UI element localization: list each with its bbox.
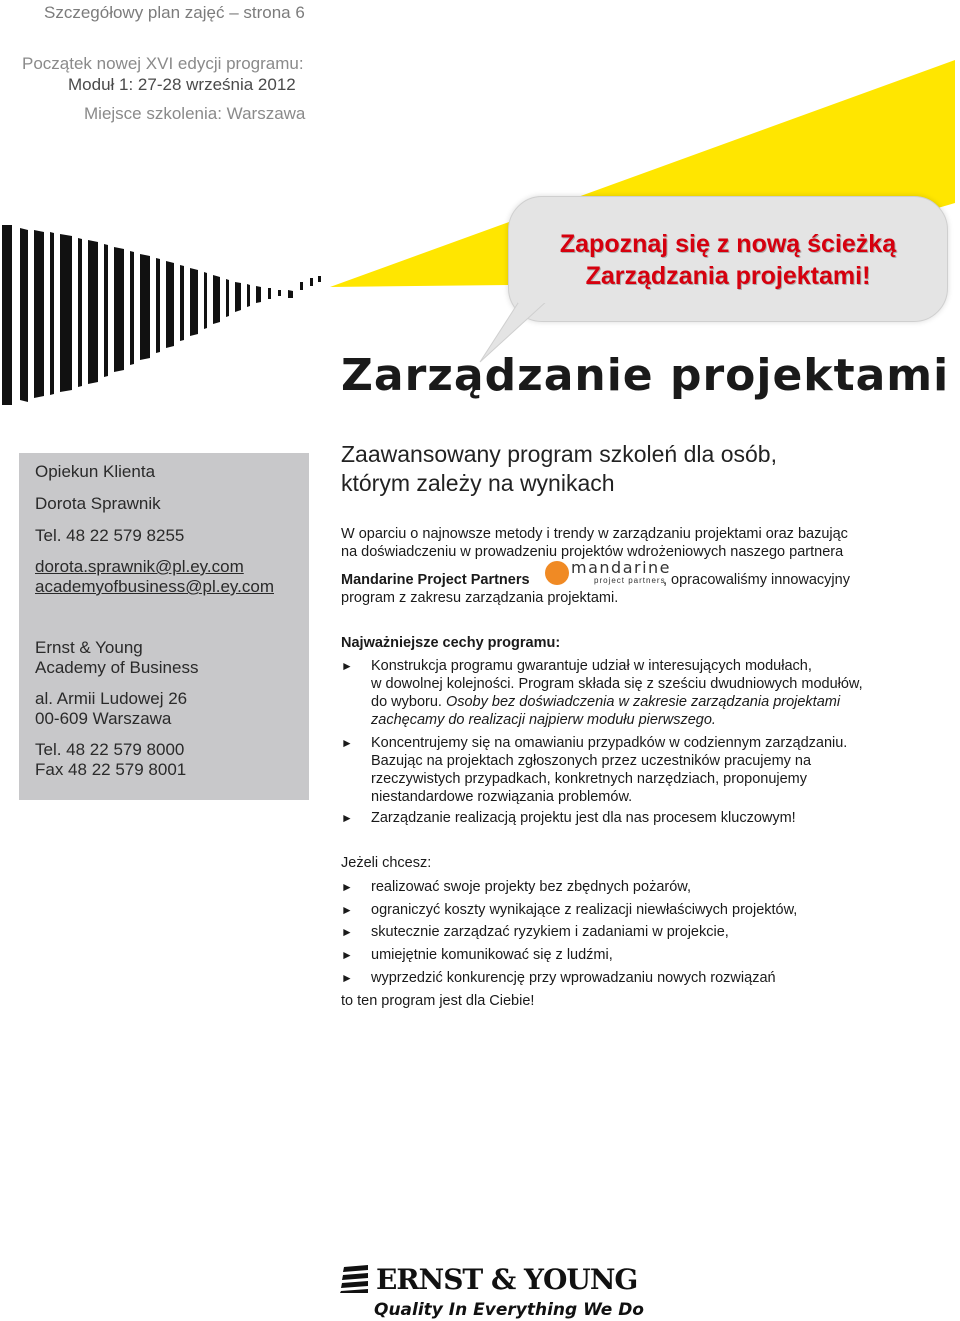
promo-bubble	[508, 196, 948, 322]
edition-line: Początek nowej XVI edycji programu:	[22, 54, 304, 73]
feature-2-line-3: rzeczywistych przypadkach, konkretnych narzędziach, proponujemy	[371, 771, 808, 787]
bubble-line-1: Zapoznaj się z nową ścieżką	[559, 230, 897, 258]
address-city: 00-609 Warszawa	[35, 709, 172, 728]
intro-line-4: program z zakresu zarządzania projektami.	[341, 590, 619, 606]
intro-line-2: na doświadczeniu w prowadzeniu projektów wdrożeniowych naszego partnera	[341, 544, 844, 560]
org-name: Ernst & Young	[35, 638, 143, 657]
bullet-arrow-icon: ►	[341, 880, 353, 894]
partner-name: Mandarine Project Partners	[341, 572, 530, 588]
feature-1-line-1: Konstrukcja programu gwarantuje udział w interesujących modułach,	[371, 658, 812, 674]
office-phone: Tel. 48 22 579 8000	[35, 740, 185, 759]
if-item-3: skutecznie zarządzać ryzykiem i zadaniami w projekcie,	[371, 924, 729, 940]
ey-logo-name: ERNST & YOUNG	[376, 1263, 638, 1296]
contact-phone: Tel. 48 22 579 8255	[35, 526, 185, 545]
contact-sidebar	[19, 453, 309, 800]
if-item-2: ograniczyć koszty wynikające z realizacji niewłaściwych projektów,	[371, 902, 798, 918]
contact-name: Dorota Sprawnik	[35, 494, 161, 513]
intro-line-1: W oparciu o najnowsze metody i trendy w zarządzaniu projektami oraz bazując	[341, 526, 848, 542]
feature-2-line-2: Bazując na projektach zgłoszonych przez uczestników pracujemy na	[371, 753, 812, 769]
plan-link[interactable]: Szczegółowy plan zajęć – strona 6	[44, 3, 305, 22]
org-unit: Academy of Business	[35, 658, 199, 677]
feature-1-line-3-text: do wyboru.	[371, 694, 446, 710]
feature-1	[371, 657, 911, 729]
module-line: Moduł 1: 27-28 września 2012	[68, 75, 296, 94]
bubble-line-2: Zarządzania projektami!	[585, 262, 871, 290]
academy-email-link[interactable]: academyofbusiness@pl.ey.com	[35, 577, 274, 596]
if-heading: Jeżeli chcesz:	[341, 855, 432, 871]
feature-2-line-1: Koncentrujemy się na omawianiu przypadków w codziennym zarządzaniu.	[371, 735, 848, 751]
sidebar-heading: Opiekun Klienta	[35, 462, 156, 481]
bullet-arrow-icon: ►	[341, 659, 353, 673]
subtitle-line-2: którym zależy na wynikach	[341, 470, 615, 496]
mandarine-word: mandarine	[571, 558, 671, 577]
address-street: al. Armii Ludowej 26	[35, 689, 188, 708]
feature-1-line-2: w dowolnej kolejności. Program składa się z sześciu dwudniowych modułów,	[371, 676, 863, 692]
feature-1-italic-b: zachęcamy do realizacji najpierw modułu pierwszego.	[371, 712, 716, 728]
mandarine-sub: project partners	[594, 576, 666, 585]
bullet-arrow-icon: ►	[341, 811, 353, 825]
ey-tagline: Quality In Everything We Do	[374, 1300, 644, 1320]
bullet-arrow-icon: ►	[341, 903, 353, 917]
location-line: Miejsce szkolenia: Warszawa	[84, 104, 306, 123]
barcode-graphic	[0, 220, 345, 410]
closing-line: to ten program jest dla Ciebie!	[341, 993, 535, 1009]
contact-email-link[interactable]: dorota.sprawnik@pl.ey.com	[35, 557, 244, 576]
program-subtitle	[341, 440, 777, 498]
if-item-4: umiejętnie komunikować się z ludźmi,	[371, 947, 613, 963]
intro-line-3: , opracowaliśmy innowacyjny	[663, 572, 850, 588]
feature-1-italic-a: Osoby bez doświadczenia w zakresie zarządzania projektami	[445, 694, 841, 710]
office-fax: Fax 48 22 579 8001	[35, 760, 187, 779]
bullet-arrow-icon: ►	[341, 971, 353, 985]
if-item-5: wyprzedzić konkurencję przy wprowadzaniu nowych rozwiązań	[371, 970, 776, 986]
bullet-arrow-icon: ►	[341, 948, 353, 962]
feature-2	[371, 734, 911, 806]
page-title: Zarządzanie projektami	[341, 350, 950, 401]
subtitle-line-1: Zaawansowany program szkoleń dla osób,	[341, 441, 777, 467]
features-heading: Najważniejsze cechy programu:	[341, 635, 561, 651]
feature-1-line-3	[371, 693, 911, 711]
ey-logo-bars-icon	[340, 1265, 370, 1293]
bullet-arrow-icon: ►	[341, 736, 353, 750]
feature-3: Zarządzanie realizacją projektu jest dla nas procesem kluczowym!	[371, 810, 796, 826]
feature-2-line-4: niestandardowe rozwiązania problemów.	[371, 789, 633, 805]
if-item-1: realizować swoje projekty bez zbędnych pożarów,	[371, 879, 691, 895]
bullet-arrow-icon: ►	[341, 925, 353, 939]
